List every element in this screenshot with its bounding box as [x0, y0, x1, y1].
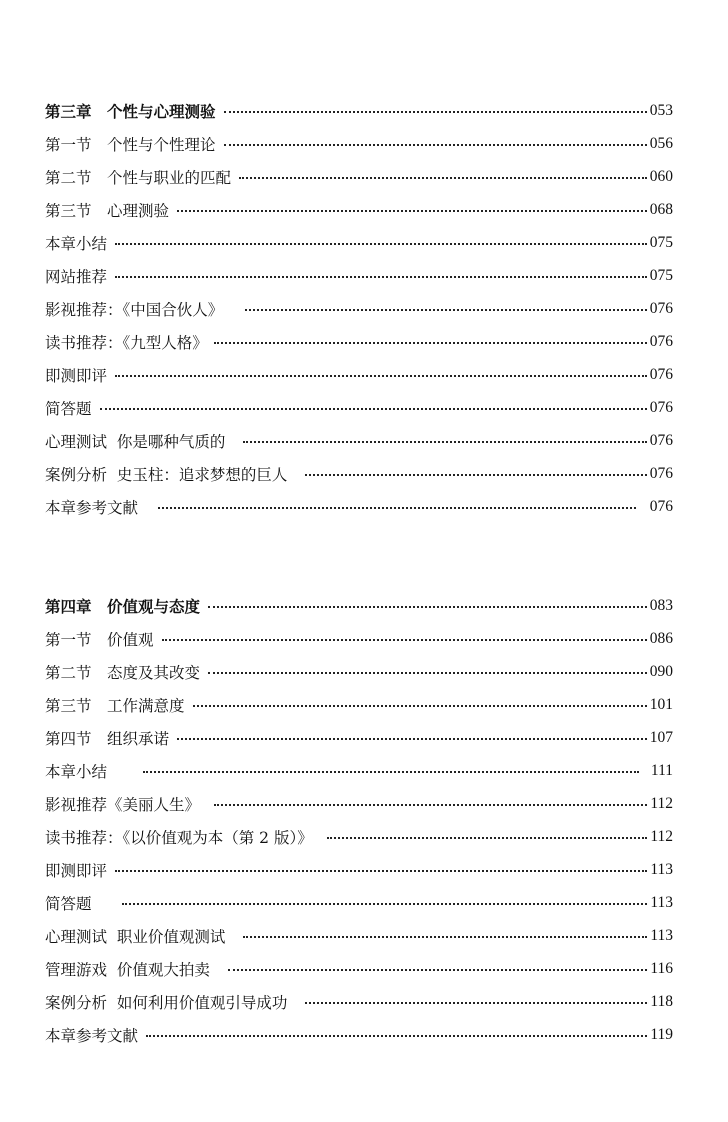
toc-entry[interactable] — [45, 886, 673, 919]
dot-leader — [224, 111, 647, 113]
toc-label: 第四节 组织承诺 — [45, 729, 170, 748]
toc-page-number: 119 — [650, 1025, 673, 1043]
toc-entry[interactable] — [45, 787, 673, 820]
toc-page-number: 053 — [649, 101, 673, 119]
toc-label: 第一节 个性与个性理论 — [45, 135, 216, 154]
toc-label: 第三节 心理测验 — [45, 201, 170, 220]
dot-leader — [146, 1035, 647, 1037]
dot-leader — [143, 771, 639, 773]
toc-label: 第三节 工作满意度 — [45, 696, 185, 715]
toc-label: 读书推荐：《以价值观为本（第 2 版）》 — [45, 828, 313, 847]
toc-page-number: 113 — [650, 893, 673, 911]
dot-leader — [228, 969, 647, 971]
toc-label: 本章参考文献 — [45, 1026, 139, 1045]
toc-entry[interactable] — [45, 424, 673, 457]
toc-page-number: 107 — [649, 728, 673, 746]
toc-entry[interactable] — [45, 1018, 673, 1051]
dot-leader — [305, 474, 646, 476]
toc-label: 影视推荐《美丽人生》 — [45, 795, 201, 814]
toc-label: 即测即评 — [45, 861, 108, 880]
toc-label: 本章小结 — [45, 762, 108, 781]
toc-label: 心理测试 职业价值观测试 — [45, 927, 226, 946]
dot-leader — [115, 375, 647, 377]
toc-label: 第一节 价值观 — [45, 630, 154, 649]
toc-entry[interactable] — [45, 754, 673, 787]
toc-label: 影视推荐：《中国合伙人》 — [45, 300, 224, 319]
toc-page-number: 083 — [649, 596, 673, 614]
toc-label: 本章小结 — [45, 234, 108, 253]
dot-leader — [162, 639, 647, 641]
dot-leader — [214, 804, 647, 806]
toc-label: 案例分析 史玉柱：追求梦想的巨人 — [45, 465, 288, 484]
toc-entry[interactable] — [45, 853, 673, 886]
dot-leader — [243, 441, 646, 443]
dot-leader — [115, 243, 647, 245]
toc-page-number: 113 — [650, 860, 673, 878]
dot-leader — [122, 903, 648, 905]
dot-leader — [177, 210, 647, 212]
toc-label: 心理测试 你是哪种气质的 — [45, 432, 226, 451]
toc-entry[interactable] — [45, 985, 673, 1018]
dot-leader — [158, 507, 636, 509]
toc-entry[interactable] — [45, 952, 673, 985]
toc-label: 第四章 价值观与态度 — [45, 596, 201, 616]
toc-entry[interactable] — [45, 655, 673, 688]
toc-page-number: 090 — [649, 662, 673, 680]
dot-leader — [193, 705, 647, 707]
toc-label: 第二节 态度及其改变 — [45, 663, 201, 682]
toc-label: 简答题 — [45, 399, 92, 418]
dot-leader — [224, 144, 647, 146]
toc-label: 案例分析 如何利用价值观引导成功 — [45, 993, 288, 1012]
toc-page-number: 116 — [650, 959, 673, 977]
toc-page-number: 076 — [649, 299, 673, 317]
dot-leader — [208, 606, 647, 608]
toc-chapter-heading[interactable] — [45, 94, 673, 127]
toc-entry[interactable] — [45, 688, 673, 721]
toc-label: 第二节 个性与职业的匹配 — [45, 168, 232, 187]
dot-leader — [239, 177, 647, 179]
toc-entry[interactable] — [45, 721, 673, 754]
toc-page-number: 068 — [649, 200, 673, 218]
dot-leader — [305, 1002, 647, 1004]
toc-entry[interactable] — [45, 193, 673, 226]
toc-page-number: 056 — [649, 134, 673, 152]
toc-entry[interactable] — [45, 226, 673, 259]
toc-label: 简答题 — [45, 894, 92, 913]
toc-page-number: 118 — [650, 992, 673, 1010]
toc-page-number: 076 — [649, 497, 673, 515]
toc-entry[interactable] — [45, 919, 673, 952]
toc-page-number: 101 — [649, 695, 673, 713]
toc-entry[interactable] — [45, 490, 673, 523]
dot-leader — [327, 837, 648, 839]
toc-label: 网站推荐 — [45, 267, 108, 286]
dot-leader — [100, 408, 647, 410]
toc-label: 第三章 个性与心理测验 — [45, 101, 216, 121]
toc-label: 管理游戏 价值观大拍卖 — [45, 960, 210, 979]
toc-page-number: 111 — [650, 761, 673, 779]
dot-leader — [214, 342, 647, 344]
toc-label: 读书推荐：《九型人格》 — [45, 333, 208, 352]
toc-chapter-heading[interactable] — [45, 589, 673, 622]
toc-page-number: 076 — [649, 464, 673, 482]
toc-entry[interactable] — [45, 325, 673, 358]
toc-entry[interactable] — [45, 622, 673, 655]
toc-page-number: 075 — [649, 233, 673, 251]
dot-leader — [115, 870, 647, 872]
toc-page-number: 076 — [649, 332, 673, 350]
dot-leader — [243, 936, 647, 938]
dot-leader — [115, 276, 647, 278]
dot-leader — [208, 672, 647, 674]
dot-leader — [245, 309, 646, 311]
toc-label: 即测即评 — [45, 366, 108, 385]
toc-page-number: 075 — [649, 266, 673, 284]
toc-page-number: 112 — [650, 827, 673, 845]
chapter-3-toc — [45, 94, 673, 523]
toc-page-number: 076 — [649, 398, 673, 416]
toc-label: 本章参考文献 — [45, 498, 139, 517]
toc-page-number: 086 — [649, 629, 673, 647]
toc-page-number: 076 — [649, 365, 673, 383]
toc-entry[interactable] — [45, 391, 673, 424]
toc-page-number: 112 — [650, 794, 673, 812]
toc-entry[interactable] — [45, 457, 673, 490]
toc-entry[interactable] — [45, 820, 673, 853]
dot-leader — [177, 738, 647, 740]
toc-entry[interactable] — [45, 160, 673, 193]
toc-page-number: 113 — [650, 926, 673, 944]
toc-entry[interactable] — [45, 358, 673, 391]
toc-entry[interactable] — [45, 127, 673, 160]
toc-entry[interactable] — [45, 259, 673, 292]
toc-page-number: 060 — [649, 167, 673, 185]
chapter-4-toc — [45, 589, 673, 1051]
toc-page-number: 076 — [649, 431, 673, 449]
toc-entry[interactable] — [45, 292, 673, 325]
